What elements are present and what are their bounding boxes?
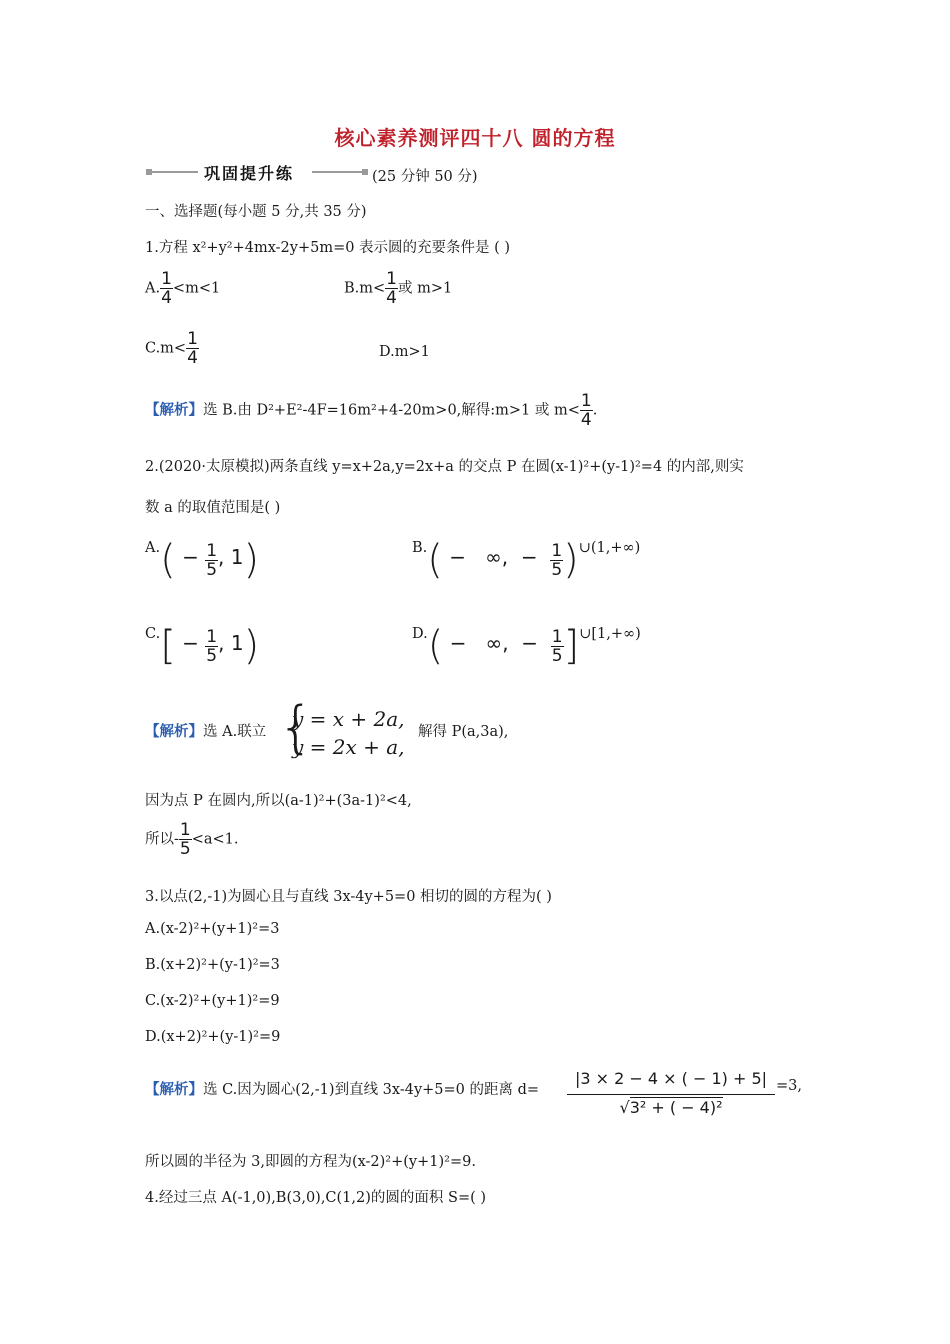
q2-option-c: C.[ − $\frac{1}{5}$ , 1) xyxy=(145,623,260,669)
q3-analysis: 【解析】选 C.因为圆心(2,-1)到直线 3x-4y+5=0 的距离 d= xyxy=(145,1082,540,1098)
q2-analysis-result: 解得 P(a,3a), xyxy=(418,724,509,740)
q4-stem: 4.经过三点 A(-1,0),B(3,0),C(1,2)的圆的面积 S=( ) xyxy=(145,1190,487,1206)
q3-stem: 3.以点(2,-1)为圆心且与直线 3x-4y+5=0 相切的圆的方程为( ) xyxy=(145,889,552,905)
q1-analysis: 【解析】选 B.由 D²+E²-4F=16m²+4-20m>0,解得:m>1 或 m< $\frac{1}{4}$ . xyxy=(145,391,598,430)
q2-stem-line1: 2.(2020·太原模拟)两条直线 y=x+2a,y=2x+a 的交点 P 在圆(x-1)²+(y-1)²=4 的内部,则实 xyxy=(145,459,744,475)
q3-option-b: B.(x+2)²+(y-1)²=3 xyxy=(145,957,280,973)
q1-option-a: A. $\frac{1}{4}$ <m<1 xyxy=(145,269,221,308)
system-eq1: y = x + 2a, xyxy=(292,707,405,731)
q3-option-c: C.(x-2)²+(y+1)²=9 xyxy=(145,993,280,1009)
section-label: 巩固提升练 xyxy=(204,164,295,183)
q3-option-d: D.(x+2)²+(y-1)²=9 xyxy=(145,1029,281,1045)
q2-option-d: D.( − ∞, − $\frac{1}{5}$ ]∪[1,+∞) xyxy=(412,623,641,669)
q1-option-b: B.m< $\frac{1}{4}$ 或 m>1 xyxy=(344,269,453,308)
distance-fraction-bar xyxy=(567,1094,775,1095)
q1-stem: 1.方程 x²+y²+4mx-2y+5m=0 表示圆的充要条件是 ( ) xyxy=(145,240,511,256)
q2-option-a: A.( − $\frac{1}{5}$ , 1) xyxy=(145,537,260,583)
section-time: (25 分钟 50 分) xyxy=(372,169,478,185)
q2-analysis-tag: 【解析】选 A.联立 xyxy=(145,724,267,740)
q3-analysis-line2: 所以圆的半径为 3,即圆的方程为(x-2)²+(y+1)²=9. xyxy=(145,1154,476,1170)
q2-analysis-line3: 所以- $\frac{1}{5}$ <a<1. xyxy=(145,820,239,859)
page-title: 核心素养测评四十八 圆的方程 xyxy=(334,126,616,150)
q3-analysis-result: =3, xyxy=(776,1078,802,1094)
distance-denominator: √3² + ( − 4)² xyxy=(619,1098,723,1117)
system-eq2: y = 2x + a, xyxy=(292,735,405,759)
section-right-line xyxy=(312,171,362,173)
part-heading: 一、选择题(每小题 5 分,共 35 分) xyxy=(145,204,367,220)
section-right-dot xyxy=(362,169,368,175)
q3-option-a: A.(x-2)²+(y+1)²=3 xyxy=(145,921,280,937)
q2-analysis-line2: 因为点 P 在圆内,所以(a-1)²+(3a-1)²<4, xyxy=(145,793,412,809)
q1-option-c: C.m< $\frac{1}{4}$ xyxy=(145,329,198,368)
distance-numerator: |3 × 2 − 4 × ( − 1) + 5| xyxy=(574,1069,768,1088)
q2-option-b: B.( − ∞, − $\frac{1}{5}$ )∪(1,+∞) xyxy=(412,537,641,583)
system-brace: { xyxy=(278,695,314,760)
section-left-line xyxy=(152,171,198,173)
q1-option-d: D.m>1 xyxy=(379,344,430,360)
q2-stem-line2: 数 a 的取值范围是( ) xyxy=(145,500,281,516)
